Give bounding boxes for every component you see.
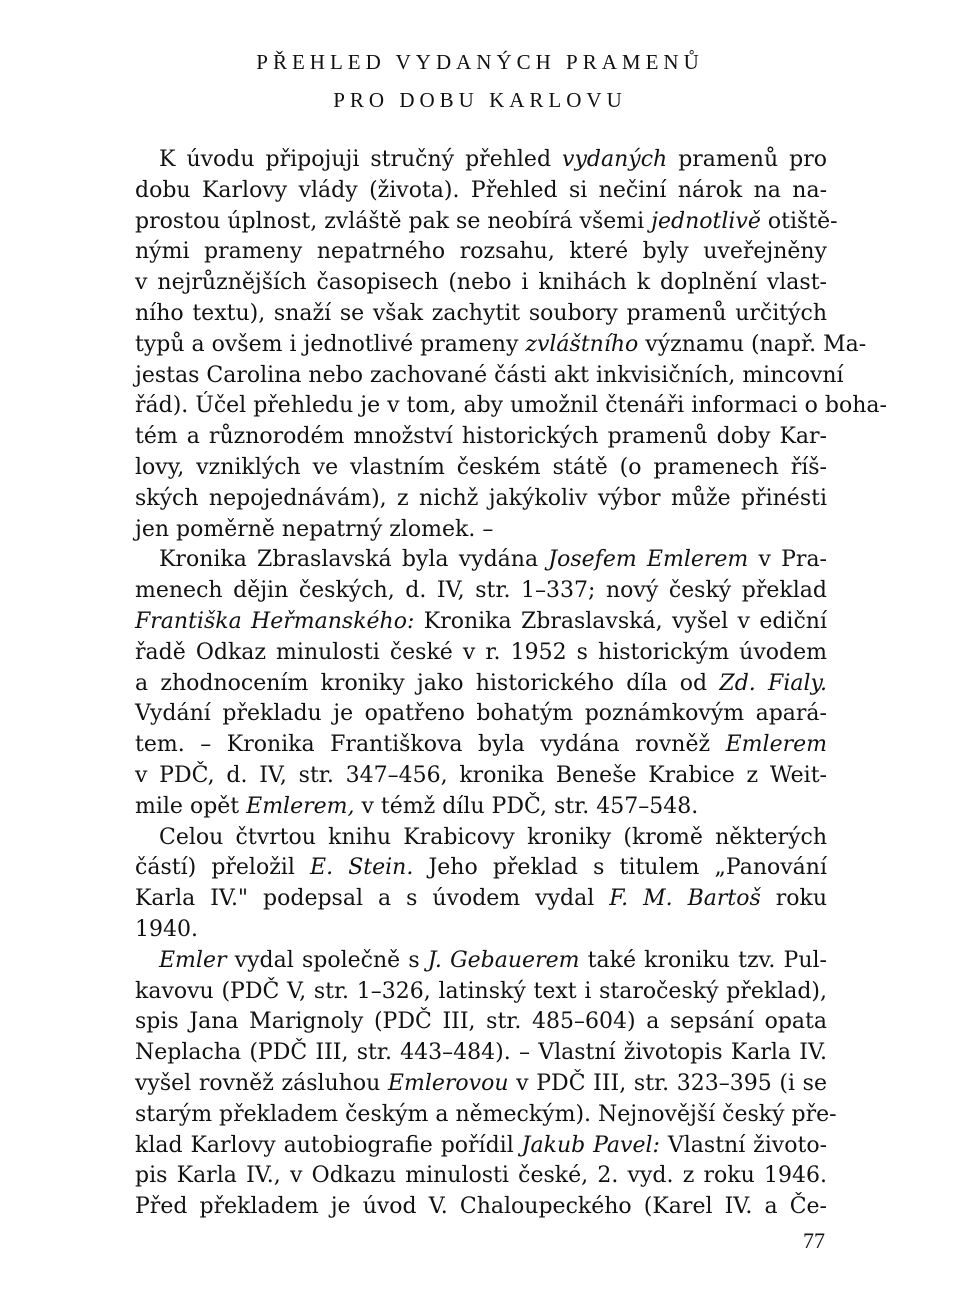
- text-run: menech dějin českých, d. IV, str. 1–337; nový český překlad: [135, 578, 827, 604]
- italic-text: F. M. Bartoš: [609, 886, 761, 912]
- text-run: v témž dílu PDČ, str. 457–548.: [354, 793, 699, 819]
- text-line: [135, 915, 827, 946]
- text-run: v Pra-: [748, 547, 827, 573]
- text-line: [135, 607, 827, 638]
- text-line: [135, 1100, 837, 1131]
- text-run: dobu Karlovy vlády (života). Přehled si nečiní nárok na na-: [135, 177, 827, 203]
- italic-text: J. Gebauerem: [427, 947, 580, 973]
- text-line: [135, 853, 827, 884]
- text-line: [135, 545, 827, 576]
- text-run: typů a ovšem i jednotlivé prameny: [135, 331, 526, 357]
- text-line: [135, 699, 827, 730]
- italic-text: Josefem Emlerem: [548, 547, 749, 573]
- text-line: [135, 268, 827, 299]
- text-run: Kronika Zbraslavská byla vydána: [159, 547, 549, 573]
- text-run: v nejrůznějších časopisech (nebo i knihách k doplnění vlast-: [135, 270, 827, 296]
- text-line: [135, 1192, 827, 1223]
- text-line: [135, 946, 827, 977]
- text-run: v PDČ, d. IV, str. 347–456, kronika Beneše Krabice z Weit-: [135, 762, 827, 788]
- text-run: vydal společně s: [226, 947, 428, 973]
- italic-text: Emlerovou: [387, 1070, 509, 1096]
- italic-text: Františka Heřmanského:: [135, 608, 415, 634]
- text-run: a zhodnocením kroniky jako historického díla od: [135, 670, 720, 696]
- text-line: [135, 361, 844, 392]
- text-line: [135, 299, 827, 330]
- text-run: pramenů pro: [667, 147, 827, 172]
- text-run: řadě Odkaz minulosti české v r. 1952 s historickým úvodem: [135, 639, 827, 665]
- text-run: pis Karla IV., v Odkazu minulosti české, 2. vyd. z roku 1946.: [135, 1163, 827, 1189]
- text-run: jestas Carolina nebo zachované části akt inkvisičních, mincovní: [135, 362, 844, 388]
- text-line: [135, 176, 827, 207]
- text-line: [135, 207, 838, 238]
- text-run: tém a různorodém množství historických pramenů doby Kar-: [135, 424, 827, 450]
- text-run: v PDČ III, str. 323–395 (i se: [508, 1070, 827, 1096]
- italic-text: E. Stein.: [310, 855, 414, 881]
- text-line: [135, 1038, 827, 1069]
- text-run: Vlastní životo-: [659, 1132, 828, 1158]
- text-line: [135, 330, 867, 361]
- text-line: [135, 145, 827, 176]
- text-line: [135, 237, 827, 268]
- text-line: [135, 884, 827, 915]
- text-run: 1940.: [135, 916, 198, 942]
- text-run: roku: [760, 886, 828, 912]
- text-line: [135, 761, 827, 792]
- text-run: vyšel rovněž zásluhou: [135, 1070, 388, 1096]
- text-run: kavovu (PDČ V, str. 1–326, latinský text i staročeský překlad),: [135, 978, 827, 1004]
- text-line: [135, 1131, 827, 1162]
- text-line: [135, 730, 827, 761]
- italic-text: Emler: [159, 947, 227, 973]
- text-run: Karla IV." podepsal a s úvodem vydal: [135, 886, 610, 912]
- text-run: Neplacha (PDČ III, str. 443–484). – Vlastní životopis Karla IV.: [135, 1040, 827, 1066]
- chapter-title-line-1: PŘEHLED VYDANÝCH PRAMENŮ: [256, 50, 704, 74]
- text-line: [135, 391, 887, 422]
- text-run: významu (např. Ma-: [638, 331, 867, 357]
- body-text: [135, 145, 887, 1223]
- text-run: lovy, vzniklých ve vlastním českém státě (o pramenech říš-: [135, 454, 827, 480]
- page-number: 77: [803, 1228, 825, 1253]
- text-line: [135, 1161, 827, 1192]
- text-run: otiště-: [760, 208, 838, 234]
- italic-text: jednotlivě: [651, 208, 761, 234]
- text-run: ního textu), snaží se však zachytit soubory pramenů určitých: [135, 300, 827, 326]
- italic-text: Emlerem,: [246, 793, 355, 819]
- text-run: Jeho překlad s titulem „Panování: [413, 855, 827, 881]
- text-line: [135, 669, 827, 700]
- text-run: jen poměrně nepatrný zlomek. –: [135, 516, 494, 542]
- italic-text: vydaných: [562, 147, 668, 172]
- italic-text: Zd. Fialy.: [719, 670, 828, 696]
- text-run: Před překladem je úvod V. Chaloupeckého (Karel IV. a Če-: [135, 1194, 827, 1220]
- text-run: spis Jana Marignoly (PDČ III, str. 485–604) a sepsání opata: [135, 1009, 827, 1035]
- text-line: [135, 1007, 827, 1038]
- text-run: klad Karlovy autobiografie pořídil: [135, 1132, 522, 1158]
- text-line: [135, 977, 827, 1008]
- italic-text: Jakub Pavel:: [521, 1132, 660, 1158]
- text-run: tem. – Kronika Františkova byla vydána rovněž: [135, 732, 726, 758]
- text-run: nými prameny nepatrného rozsahu, které byly uveřejněny: [135, 239, 827, 265]
- text-line: [135, 453, 827, 484]
- text-run: mile opět: [135, 793, 247, 819]
- text-run: K úvodu připojuji stručný přehled: [159, 147, 563, 172]
- text-run: Vydání překladu je opatřeno bohatým poznámkovým apará-: [135, 701, 827, 727]
- text-run: také kroniku tzv. Pul-: [579, 947, 827, 973]
- text-run: Kronika Zbraslavská, vyšel v ediční: [414, 608, 827, 634]
- text-line: [135, 515, 827, 546]
- text-run: řád). Účel přehledu je v tom, aby umožnil čtenáři informaci o boha-: [135, 393, 887, 419]
- text-line: [135, 422, 827, 453]
- text-run: Celou čtvrtou knihu Krabicovy kroniky (kromě některých: [159, 824, 827, 850]
- text-line: [135, 576, 827, 607]
- text-line: [135, 1069, 827, 1100]
- text-line: [135, 638, 827, 669]
- text-line: [135, 484, 827, 515]
- text-run: starým překladem českým a německým). Nejnovější český pře-: [135, 1101, 837, 1127]
- text-line: [135, 792, 827, 823]
- chapter-title-line-2: PRO DOBU KARLOVU: [333, 88, 627, 112]
- text-line: [135, 823, 827, 854]
- italic-text: zvláštního: [525, 331, 639, 357]
- text-run: částí) přeložil: [135, 855, 311, 881]
- text-run: ských nepojednávám), z nichž jakýkoliv výbor může přinésti: [135, 485, 827, 511]
- italic-text: Emlerem: [725, 732, 827, 758]
- text-run: prostou úplnost, zvláště pak se neobírá všemi: [135, 208, 652, 234]
